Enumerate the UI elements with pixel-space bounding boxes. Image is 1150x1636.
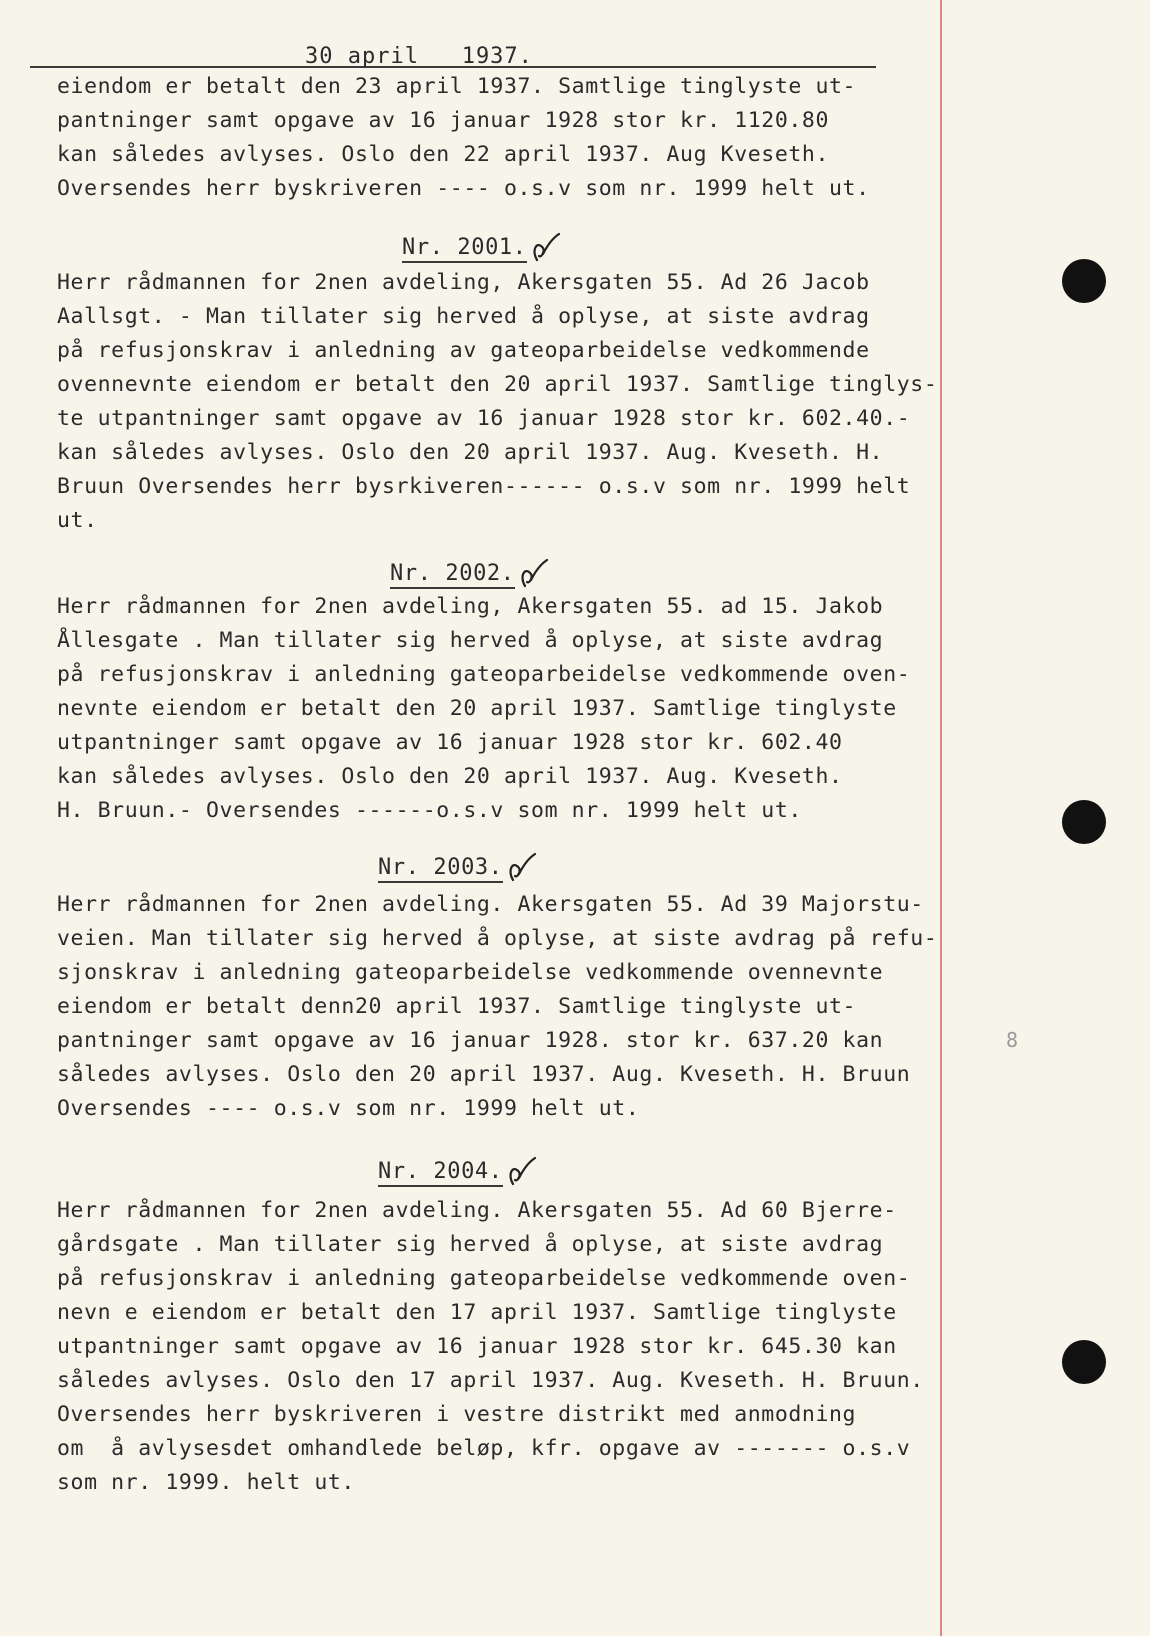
entry-number: Nr. 2001. <box>402 235 527 263</box>
text-line: Herr rådmannen for 2nen avdeling. Akersgaten 55. Ad 60 Bjerre- <box>57 1198 897 1223</box>
text-line: om å avlysesdet omhandlede beløp, kfr. opgave av ------- o.s.v <box>57 1436 911 1461</box>
text-line: på refusjonskrav i anledning gateoparbeidelse vedkommende oven- <box>57 662 911 687</box>
margin-rule <box>940 0 942 1636</box>
text-line: kan således avlyses. Oslo den 22 april 1937. Aug Kveseth. <box>57 142 830 167</box>
text-line: ut. <box>57 508 98 533</box>
text-line: te utpantninger samt opgave av 16 januar 1928 stor kr. 602.40.- <box>57 406 911 431</box>
binder-hole <box>1062 800 1106 844</box>
text-line: H. Bruun.- Oversendes ------o.s.v som nr. 1999 helt ut. <box>57 798 802 823</box>
text-line: således avlyses. Oslo den 20 april 1937. Aug. Kveseth. H. Bruun <box>57 1062 911 1087</box>
binder-hole <box>1062 259 1106 303</box>
margin-mark: 8 <box>1006 1028 1019 1052</box>
page-date: 30 april 1937. <box>305 44 533 69</box>
text-line: således avlyses. Oslo den 17 april 1937. Aug. Kveseth. H. Bruun. <box>57 1368 924 1393</box>
text-line: eiendom er betalt denn20 april 1937. Samtlige tinglyste ut- <box>57 994 857 1019</box>
text-line: Oversendes herr byskriveren i vestre distrikt med anmodning <box>57 1402 857 1427</box>
entry-heading <box>378 1156 539 1190</box>
text-line: Ållesgate . Man tillater sig herved å oplyse, at siste avdrag <box>57 628 884 653</box>
text-line: kan således avlyses. Oslo den 20 april 1937. Aug. Kveseth. <box>57 764 843 789</box>
text-line: ovennevnte eiendom er betalt den 20 april 1937. Samtlige tinglys- <box>57 372 938 397</box>
handwritten-check-icon <box>517 558 551 592</box>
text-line: eiendom er betalt den 23 april 1937. Samtlige tinglyste ut- <box>57 74 857 99</box>
text-line: Herr rådmannen for 2nen avdeling, Akersgaten 55. ad 15. Jakob <box>57 594 884 619</box>
text-line: på refusjonskrav i anledning av gateoparbeidelse vedkommende <box>57 338 870 363</box>
entry-number: Nr. 2002. <box>390 561 515 589</box>
text-line: nevn e eiendom er betalt den 17 april 1937. Samtlige tinglyste <box>57 1300 897 1325</box>
text-line: veien. Man tillater sig herved å oplyse, at siste avdrag på refu- <box>57 926 938 951</box>
text-line: utpantninger samt opgave av 16 januar 1928 stor kr. 645.30 kan <box>57 1334 897 1359</box>
text-line: gårdsgate . Man tillater sig herved å oplyse, at siste avdrag <box>57 1232 884 1257</box>
handwritten-check-icon <box>505 1156 539 1190</box>
text-line: som nr. 1999. helt ut. <box>57 1470 355 1495</box>
entry-heading <box>390 558 551 592</box>
text-line: pantninger samt opgave av 16 januar 1928. stor kr. 637.20 kan <box>57 1028 884 1053</box>
entry-number: Nr. 2004. <box>378 1159 503 1187</box>
entry-heading <box>402 232 563 266</box>
text-line: Oversendes herr byskriveren ---- o.s.v som nr. 1999 helt ut. <box>57 176 870 201</box>
text-line: Herr rådmannen for 2nen avdeling. Akersgaten 55. Ad 39 Majorstu- <box>57 892 924 917</box>
binder-hole <box>1062 1340 1106 1384</box>
entry-heading <box>378 852 539 886</box>
entry-number: Nr. 2003. <box>378 855 503 883</box>
handwritten-check-icon <box>505 852 539 886</box>
text-line: Bruun Oversendes herr bysrkiveren------ o.s.v som nr. 1999 helt <box>57 474 911 499</box>
text-line: Oversendes ---- o.s.v som nr. 1999 helt ut. <box>57 1096 640 1121</box>
text-line: kan således avlyses. Oslo den 20 april 1937. Aug. Kveseth. H. <box>57 440 884 465</box>
text-line: utpantninger samt opgave av 16 januar 1928 stor kr. 602.40 <box>57 730 843 755</box>
text-line: på refusjonskrav i anledning gateoparbeidelse vedkommende oven- <box>57 1266 911 1291</box>
text-line: pantninger samt opgave av 16 januar 1928 stor kr. 1120.80 <box>57 108 830 133</box>
text-line: nevnte eiendom er betalt den 20 april 1937. Samtlige tinglyste <box>57 696 897 721</box>
handwritten-check-icon <box>529 232 563 266</box>
text-line: Aallsgt. - Man tillater sig herved å oplyse, at siste avdrag <box>57 304 870 329</box>
text-line: sjonskrav i anledning gateoparbeidelse vedkommende ovennevnte <box>57 960 884 985</box>
text-line: Herr rådmannen for 2nen avdeling, Akersgaten 55. Ad 26 Jacob <box>57 270 870 295</box>
